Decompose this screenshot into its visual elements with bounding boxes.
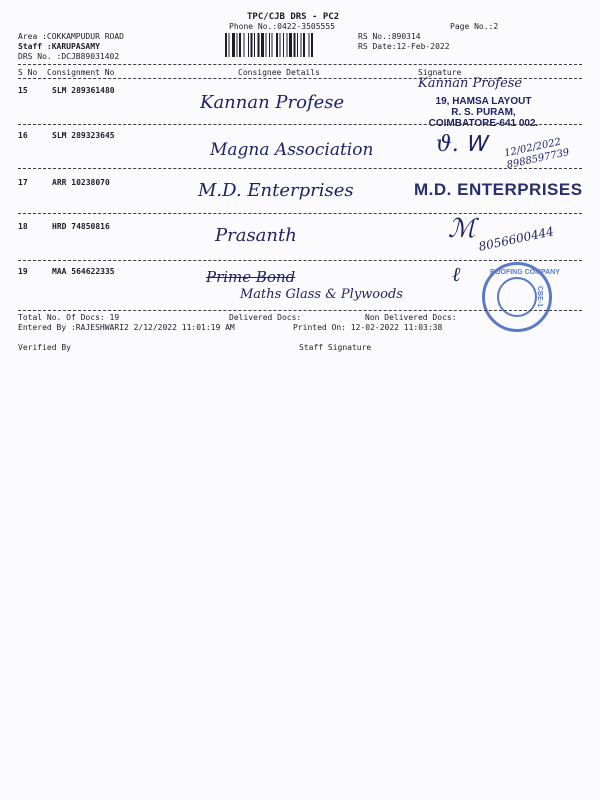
printed-on: Printed On: 12-02-2022 11:03:38 [293, 323, 443, 332]
col-sno: S No [18, 68, 38, 77]
verified-by: Verified By [18, 343, 71, 352]
delivered-docs: Delivered Docs: [229, 313, 302, 322]
signature-mark: ℓ [452, 262, 461, 286]
divider [18, 260, 582, 261]
signature-handwriting: 12/02/2022 8988597739 [503, 136, 571, 172]
consignee-handwriting: Prasanth [215, 225, 297, 246]
total-docs: Total No. Of Docs: 19 [18, 313, 120, 322]
row-sno: 16 [18, 131, 28, 140]
signature-mark: ℳ [448, 214, 476, 244]
page-number: Page No.:2 [450, 22, 499, 31]
non-delivered-docs: Non Delivered Docs: [365, 313, 457, 322]
signature-mark: ϑ. Ꮃ [436, 132, 487, 157]
stamp-line: 19, HAMSA LAYOUT [435, 96, 532, 107]
company-stamp: M.D. ENTERPRISES [414, 180, 583, 199]
col-consignee: Consignee Details [238, 68, 320, 77]
seal-code: CBE-1 [536, 285, 544, 308]
divider [18, 168, 582, 169]
consignee-handwriting: M.D. Enterprises [198, 180, 354, 201]
seal-inner-ring [497, 277, 537, 317]
rs-date: RS Date:12-Feb-2022 [358, 42, 450, 51]
consignee-handwriting: Kannan Profese [200, 92, 345, 113]
signature-handwriting: 8056600444 [477, 224, 555, 254]
document-title: TPC/CJB DRS - PC2 [247, 12, 340, 22]
col-signature: Signature [418, 68, 462, 77]
row-consignment: SLM 289361480 [52, 86, 115, 95]
company-seal [482, 262, 560, 332]
phone-number: Phone No.:0422-3505555 [229, 22, 335, 31]
col-consignment: Consignment No [47, 68, 115, 77]
staff-label: Staff :KARUPASAMY [18, 42, 100, 51]
stamp-line: R. S. PURAM, [451, 107, 516, 118]
area-label: Area :COKKAMPUDUR ROAD [18, 32, 124, 41]
row-sno: 18 [18, 222, 28, 231]
divider [18, 213, 582, 214]
row-sno: 15 [18, 86, 28, 95]
crossed-handwriting: Prime Bond [206, 268, 296, 286]
consignee-handwriting: Magna Association [210, 140, 374, 160]
row-consignment: SLM 289323645 [52, 131, 115, 140]
barcode [225, 33, 353, 57]
entered-by: Entered By :RAJESHWARI2 2/12/2022 11:01:19 AM [18, 323, 235, 332]
signature-handwriting: Kannan Profese [418, 76, 523, 91]
consignee-handwriting: Maths Glass & Plywoods [240, 287, 403, 302]
divider [18, 64, 582, 65]
divider [18, 310, 582, 311]
row-consignment: ARR 10238070 [52, 178, 110, 187]
staff-signature: Staff Signature [299, 343, 372, 352]
rs-number: RS No.:890314 [358, 32, 421, 41]
divider [18, 124, 582, 125]
row-consignment: HRD 74850816 [52, 222, 110, 231]
stamp-line: COIMBATORE-641 002. [428, 118, 539, 129]
row-consignment: MAA 564622335 [52, 267, 115, 276]
seal-text: ROOFING COMPANY [490, 269, 560, 276]
drs-number: DRS No. :DCJB89031402 [18, 52, 120, 61]
row-sno: 17 [18, 178, 28, 187]
row-sno: 19 [18, 267, 28, 276]
